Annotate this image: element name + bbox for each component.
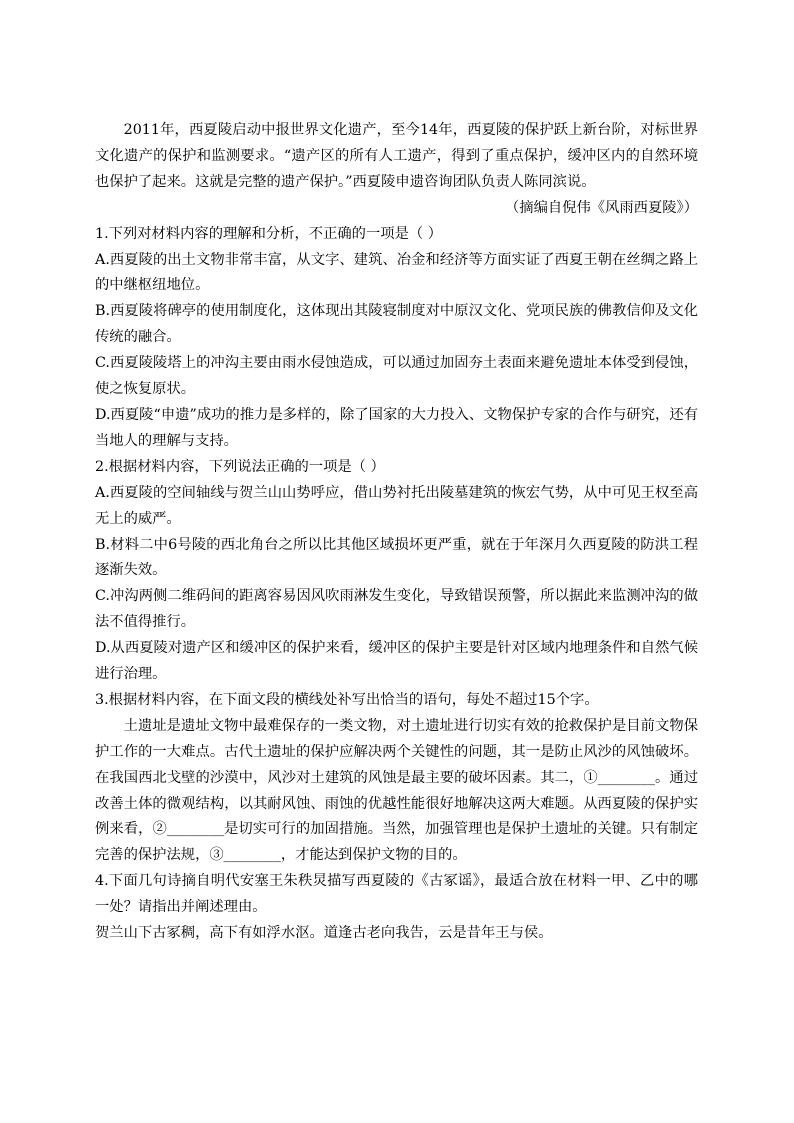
question-1-option-a: A.西夏陵的出土文物非常丰富，从文字、建筑、冶金和经济等方面实证了西夏王朝在丝绸之路上的中继枢纽地位。 bbox=[95, 251, 698, 294]
question-1-stem: 1.下列对材料内容的理解和分析，不正确的一项是（ ） bbox=[95, 225, 443, 242]
question-1-option-b: B.西夏陵将碑亭的使用制度化，这体现出其陵寝制度对中原汉文化、党项民族的佛教信仰及文化传统的融合。 bbox=[95, 303, 698, 346]
question-4-poem: 贺兰山下古冢稠，高下有如浮水沤。道逢古老向我告，云是昔年王与侯。 bbox=[95, 925, 553, 942]
question-2-option-b: B.材料二中6号陵的西北角台之所以比其他区域损坏更严重，就在于年深月久西夏陵的防洪工程逐渐失效。 bbox=[95, 536, 698, 579]
document-page bbox=[95, 118, 698, 947]
question-3-stem: 3.根据材料内容，在下面文段的横线处补写出恰当的语句，每处不超过15个字。 bbox=[95, 691, 599, 708]
question-1-option-c: C.西夏陵陵塔上的冲沟主要由雨水侵蚀造成，可以通过加固夯土表面来避免遗址本体受到侵蚀，使之恢复原状。 bbox=[95, 355, 698, 398]
passage-source: （摘编自倪伟《风雨西夏陵》） bbox=[504, 199, 698, 216]
question-2-option-a: A.西夏陵的空间轴线与贺兰山山势呼应，借山势衬托出陵墓建筑的恢宏气势，从中可见王权至高无上的威严。 bbox=[95, 484, 698, 527]
question-2-option-d: D.从西夏陵对遗产区和缓冲区的保护来看，缓冲区的保护主要是针对区域内地理条件和自然气候进行治理。 bbox=[95, 640, 698, 683]
question-2-stem: 2.根据材料内容，下列说法正确的一项是（ ） bbox=[95, 458, 385, 475]
question-3-paragraph: 土遗址是遗址文物中最难保存的一类文物，对土遗址进行切实有效的抢救保护是目前文物保护工作的一大难点。古代土遗址的保护应解决两个关键性的问题，其一是防止风沙的风蚀破坏。在我国西北戈壁的沙漠中，风沙对土建筑的风蚀是最主要的破坏因素。其二，①________。通过改善土体的微观结构，以其耐风蚀、雨蚀的优越性能很好地解决这两大难题。从西夏陵的保护实例来看，②________是切实可行的加固措施。当然，加强管理也是保护土遗址的关键。只有制定完善的保护法规，③________，才能达到保护文物的目的。 bbox=[95, 717, 698, 864]
question-2-option-c: C.冲沟两侧二维码间的距离容易因风吹雨淋发生变化，导致错误预警，所以据此来监测冲沟的做法不值得推行。 bbox=[95, 588, 698, 631]
question-1-option-d: D.西夏陵“申遗”成功的推力是多样的，除了国家的大力投入、文物保护专家的合作与研究，还有当地人的理解与支持。 bbox=[95, 406, 698, 449]
passage-paragraph: 2011年，西夏陵启动中报世界文化遗产，至今14年，西夏陵的保护跃上新台阶，对标世界文化遗产的保护和监测要求。“遗产区的所有人工遗产，得到了重点保护，缓冲区内的自然环境也保护了起来。这就是完整的遗产保护。”西夏陵申遗咨询团队负责人陈同滨说。 bbox=[95, 122, 698, 190]
question-4-stem: 4.下面几句诗摘自明代安塞王朱秩炅描写西夏陵的《古冢谣》，最适合放在材料一甲、乙中的哪一处？请指出并阐述理由。 bbox=[95, 873, 698, 916]
